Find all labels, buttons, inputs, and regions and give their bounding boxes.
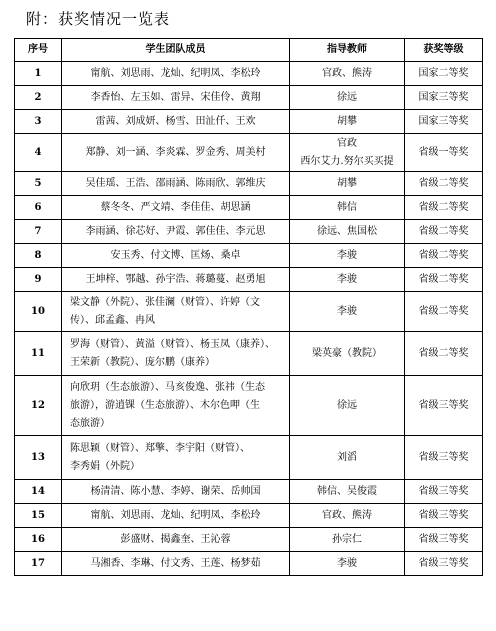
members-line: 旅游），游逍锞（生态旅游）、木尔色呷（生 — [70, 399, 260, 411]
award-level: 省级三等奖 — [405, 376, 483, 436]
members-line: 杨清清、陈小慧、李婷、谢荣、岳帅国 — [90, 485, 261, 497]
award-level: 省级一等奖 — [405, 134, 483, 172]
members-line: 王荣新（教院）、庞尔鹏（康养） — [70, 356, 215, 368]
members-line: 李雨涵、徐芯好、尹霞、郭佳佳、李元思 — [85, 225, 266, 237]
members-line: 吴佳瑶、王浩、邵雨涵、陈雨欣、郭维庆 — [85, 177, 266, 189]
advisor — [290, 480, 405, 504]
team-members — [62, 436, 290, 480]
advisor — [290, 86, 405, 110]
header-advisor: 指导教师 — [290, 39, 405, 62]
award-level: 省级二等奖 — [405, 292, 483, 332]
members-line: 马湘香、李琳、付文秀、王莲、杨梦茹 — [90, 557, 261, 569]
table-row — [15, 86, 483, 110]
table-header-row — [15, 39, 483, 62]
team-members — [62, 172, 290, 196]
advisor-line: 官政、熊涛 — [322, 509, 372, 521]
award-level: 省级二等奖 — [405, 244, 483, 268]
members-line: 传）、邱孟鑫、冉风 — [70, 314, 155, 326]
award-level: 省级三等奖 — [405, 552, 483, 576]
award-level: 国家三等奖 — [405, 86, 483, 110]
members-line: 雷茜、刘成妍、杨雪、田沚仟、王欢 — [95, 115, 256, 127]
team-members — [62, 62, 290, 86]
advisor-line: 刘滔 — [337, 451, 357, 463]
table-row — [15, 268, 483, 292]
advisor-line: 徐远 — [337, 91, 357, 103]
advisor-line: 李骏 — [337, 273, 357, 285]
advisor — [290, 376, 405, 436]
table-row — [15, 552, 483, 576]
table-row — [15, 480, 483, 504]
table-row — [15, 220, 483, 244]
award-level: 省级三等奖 — [405, 528, 483, 552]
members-line: 甯航、刘思雨、龙灿、纪明凤、李松玲 — [90, 67, 261, 79]
members-line: 李秀娟（外院） — [70, 460, 140, 472]
advisor-line: 官政、熊涛 — [322, 67, 372, 79]
row-number: 16 — [15, 528, 62, 552]
members-line: 梁文静（外院）、张佳澜（财管）、许婷（文 — [70, 296, 260, 308]
advisor-line: 李骏 — [337, 249, 357, 261]
advisor — [290, 134, 405, 172]
advisor — [290, 196, 405, 220]
team-members — [62, 332, 290, 376]
members-line: 李香怡、左玉如、雷异、宋佳伶、黄翔 — [90, 91, 261, 103]
page-title: 附：获奖情况一览表 — [26, 10, 171, 28]
table-row — [15, 292, 483, 332]
row-number: 14 — [15, 480, 62, 504]
row-number: 8 — [15, 244, 62, 268]
team-members — [62, 86, 290, 110]
advisor-line: 韩信 — [337, 201, 357, 213]
advisor — [290, 292, 405, 332]
advisor — [290, 332, 405, 376]
table-row — [15, 62, 483, 86]
award-level: 省级二等奖 — [405, 268, 483, 292]
award-level: 国家二等奖 — [405, 62, 483, 86]
award-level: 国家三等奖 — [405, 110, 483, 134]
award-level: 省级三等奖 — [405, 436, 483, 480]
team-members — [62, 110, 290, 134]
table-row — [15, 172, 483, 196]
team-members — [62, 552, 290, 576]
header-level: 获奖等级 — [405, 39, 483, 62]
advisor — [290, 244, 405, 268]
row-number: 6 — [15, 196, 62, 220]
row-number: 15 — [15, 504, 62, 528]
members-line: 王坤梓、鄂越、孙宇浩、蒋璐蔓、赵勇旭 — [85, 273, 266, 285]
row-number: 5 — [15, 172, 62, 196]
row-number: 7 — [15, 220, 62, 244]
team-members — [62, 220, 290, 244]
members-line: 罗海（财管）、黄溢（财管）、杨玉凤（康养）、 — [70, 338, 275, 350]
advisor — [290, 436, 405, 480]
advisor — [290, 528, 405, 552]
row-number: 12 — [15, 376, 62, 436]
members-line: 安玉秀、付文博、匡炀、桑卓 — [110, 249, 241, 261]
table-row — [15, 436, 483, 480]
team-members — [62, 292, 290, 332]
advisor-line: 李骏 — [337, 557, 357, 569]
row-number: 13 — [15, 436, 62, 480]
advisor — [290, 62, 405, 86]
table-row — [15, 244, 483, 268]
advisor-line: 韩信、吴俊霞 — [317, 485, 377, 497]
team-members — [62, 196, 290, 220]
table-row — [15, 504, 483, 528]
table-row — [15, 528, 483, 552]
awards-table — [14, 38, 483, 576]
advisor — [290, 268, 405, 292]
members-line: 向欣玥（生态旅游）、马亥俊逸、张祎（生态 — [70, 381, 265, 393]
table-row — [15, 376, 483, 436]
advisor-line: 孙宗仁 — [332, 533, 362, 545]
team-members — [62, 376, 290, 436]
advisor-line: 徐远 — [337, 399, 357, 411]
header-no: 序号 — [15, 39, 62, 62]
row-number: 11 — [15, 332, 62, 376]
award-level: 省级三等奖 — [405, 480, 483, 504]
advisor-line: 李骏 — [337, 305, 357, 317]
members-line: 态旅游） — [70, 417, 110, 429]
members-line: 郑静、刘一涵、李炎霖、罗金秀、周美村 — [85, 146, 266, 158]
members-line: 彭盛财、揭鑫奎、王沁蓉 — [120, 533, 231, 545]
advisor — [290, 504, 405, 528]
row-number: 4 — [15, 134, 62, 172]
team-members — [62, 480, 290, 504]
award-level: 省级三等奖 — [405, 504, 483, 528]
members-line: 蔡冬冬、严文靖、李佳佳、胡思涵 — [100, 201, 251, 213]
award-level: 省级二等奖 — [405, 172, 483, 196]
team-members — [62, 244, 290, 268]
advisor — [290, 172, 405, 196]
team-members — [62, 134, 290, 172]
members-line: 陈思颖（财管）、郑擎、李宇阳（财管）、 — [70, 442, 250, 454]
award-level: 省级二等奖 — [405, 220, 483, 244]
advisor-line: 胡攀 — [337, 115, 357, 127]
award-level: 省级二等奖 — [405, 332, 483, 376]
advisor — [290, 220, 405, 244]
team-members — [62, 528, 290, 552]
table-row — [15, 110, 483, 134]
row-number: 9 — [15, 268, 62, 292]
advisor — [290, 110, 405, 134]
table-row — [15, 332, 483, 376]
members-line: 甯航、刘思雨、龙灿、纪明凤、李松玲 — [90, 509, 261, 521]
advisor-line: 梁英豪（教院） — [312, 347, 382, 359]
advisor-line: 徐远、焦国松 — [317, 225, 377, 237]
row-number: 10 — [15, 292, 62, 332]
advisor — [290, 552, 405, 576]
team-members — [62, 268, 290, 292]
row-number: 17 — [15, 552, 62, 576]
header-members: 学生团队成员 — [62, 39, 290, 62]
advisor-line: 官政 — [337, 137, 357, 149]
advisor-line: 胡攀 — [337, 177, 357, 189]
table-row — [15, 196, 483, 220]
table-body — [15, 62, 483, 576]
advisor-line: 西尔艾力.努尔买买提 — [300, 155, 394, 167]
row-number: 2 — [15, 86, 62, 110]
row-number: 1 — [15, 62, 62, 86]
row-number: 3 — [15, 110, 62, 134]
table-row — [15, 134, 483, 172]
team-members — [62, 504, 290, 528]
award-level: 省级二等奖 — [405, 196, 483, 220]
